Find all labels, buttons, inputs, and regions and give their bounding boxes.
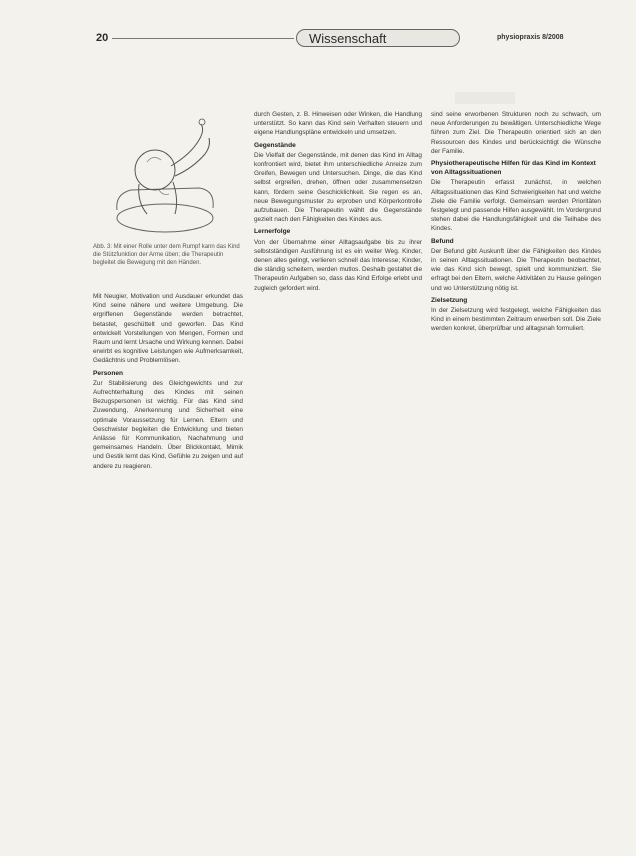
paragraph: Zur Stabilisierung des Gleichgewichts und zur Aufrechterhaltung des Kindes mit seinen Bezugspersonen ist wichtig. Für das Kind sind Zuwendung, Anerkennung und Sicherheit eine optimale Voraussetzung für Lernen. Eltern und Geschwister begleiten die Entwicklung und bieten Anlässe für Kommunikation, Nachahmung und gemeinsames Handeln. Über Blickkontakt, Mimik und Gestik lernt das Kind, Gefühle zu zeigen und auf andere zu reagieren.	[93, 379, 243, 470]
paragraph: sind seine erworbenen Strukturen noch zu schwach, um neue Anforderungen zu bewältigen. Unterschiedliche Wege führen zum Ziel. Die Therapeutin orientiert sich an den Ressourcen des Kindes und berücksichtigt die Wünsche der Familie.	[431, 111, 601, 155]
page-number: 20	[96, 32, 109, 44]
paragraph: durch Gesten, z. B. Hinweisen oder Winken, die Handlung unterstützt. So kann das Kind sein Verhalten steuern und eigene Handlungspläne entwickeln und umsetzen.	[254, 111, 422, 137]
paragraph: Die Vielfalt der Gegenstände, mit denen das Kind im Alltag konfrontiert wird, bietet ihm unterschiedliche Anreize zum Greifen, Bewegen und Untersuchen. Dinge, die das Kind selbst ergreifen, drehen, öffnen oder zusammensetzen kann, fördern seine Geschicklichkeit. Sie regen es an, neue Bewegungsmuster zu erproben und Körperkontrolle aufzubauen. Die Therapeutin wählt die Gegenstände gezielt nach den Fähigkeiten des Kindes aus.	[254, 151, 422, 224]
journal-name: physiopraxis 8/2008	[497, 34, 564, 41]
subheading-gegenstaende: Gegenstände	[254, 141, 296, 149]
paragraph: Die Therapeutin erfasst zunächst, in welchen Alltagssituationen das Kind Schwierigkeiten hat und welche Ziele die Familie verfolgt. Gemeinsam werden Prioritäten festgelegt und passende Hilfen ausgewählt. Im Vordergrund stehen dabei die Handlungsfähigkeit und die Teilhabe des Kindes.	[431, 179, 601, 233]
page-header	[0, 0, 636, 54]
subheading-befund: Befund	[431, 237, 454, 245]
faded-print-area	[455, 92, 515, 104]
text-column-1	[93, 292, 243, 474]
subheading-physiotherapeutische-hilfen: Physiotherapeutische Hilfen für das Kind im Kontext von Alltagssituationen	[431, 160, 596, 177]
paragraph: Mit Neugier, Motivation und Ausdauer erkundet das Kind seine nähere und weitere Umgebung. Die ergriffenen Gegenstände werden betrachtet, betastet, geschüttelt und geworfen. Das Kind entwickelt Vorstellungen von Mengen, Formen und Raum und lernt Ursache und Wirkung kennen. Dabei erwirbt es kognitive Leistungen wie Aufmerksamkeit, Gedächtnis und Problemlösen.	[93, 293, 243, 365]
subheading-personen: Personen	[93, 369, 124, 377]
paragraph: Der Befund gibt Auskunft über die Fähigkeiten des Kindes in seinen Alltagssituationen. Die Therapeutin beobachtet, wie das Kind sich bewegt, spielt und kommuniziert. Sie erfragt bei den Eltern, welche Aktivitäten zu Hause gelingen und wo Unterstützung nötig ist.	[431, 247, 601, 292]
section-title: Wissenschaft	[296, 29, 460, 47]
text-column-2	[254, 110, 422, 296]
illustration-child-on-roll	[95, 110, 241, 240]
paragraph: Von der Übernahme einer Alltagsaufgabe bis zu ihrer selbstständigen Ausführung ist es ein weiter Weg. Kinder, denen alles gelingt, verlieren schnell das Interesse; Kinder, die ständig scheitern, werden mutlos. Deshalb gestaltet die Therapeutin Aufgaben so, dass das Kind Erfolge erlebt und zugleich gefordert wird.	[254, 238, 422, 292]
header-rule	[112, 38, 294, 39]
figure-caption: Abb. 3: Mit einer Rolle unter dem Rumpf kann das Kind die Stützfunktion der Arme üben; die Therapeutin begleitet die Bewegung mit den Händen.	[93, 244, 240, 266]
subheading-lernerfolge: Lernerfolge	[254, 228, 291, 236]
subheading-zielsetzung: Zielsetzung	[431, 296, 468, 304]
text-column-3	[431, 110, 601, 337]
paragraph: In der Zielsetzung wird festgelegt, welche Fähigkeiten das Kind in einem bestimmten Zeitraum erwerben soll. Die Ziele werden konkret, überprüfbar und alltagsnah formuliert.	[431, 307, 601, 333]
